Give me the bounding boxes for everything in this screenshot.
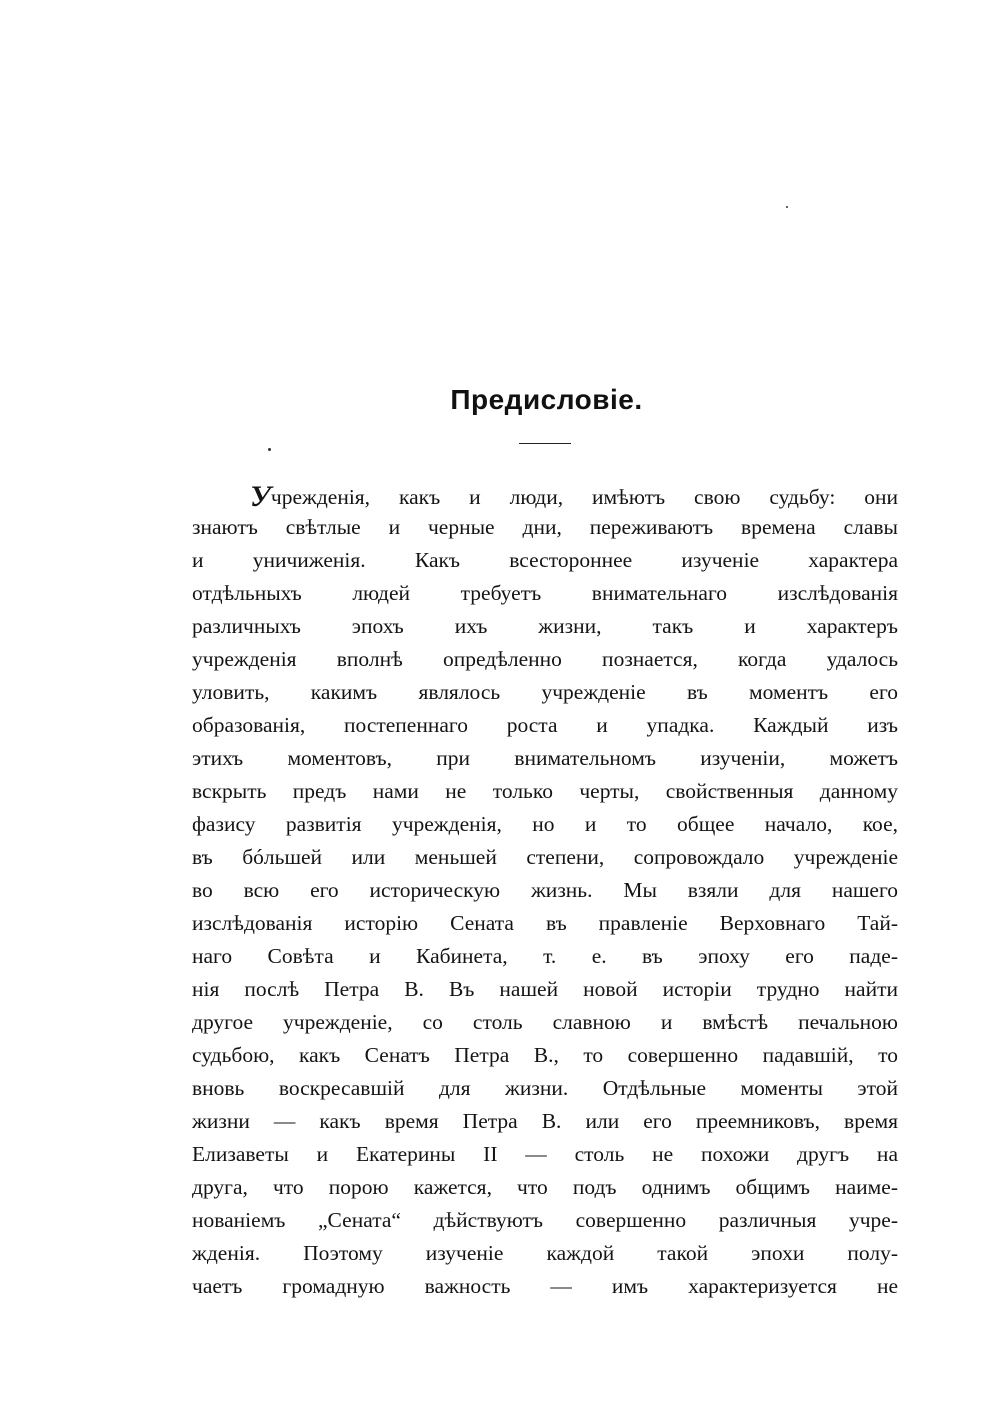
text-line: Елизаветы и Екатерины II — столь не похожи другъ на [192,1142,898,1166]
text-line: жизни — какъ время Петра В. или его преемниковъ, время [192,1109,898,1133]
text-line: другое учрежденіе, со столь славною и вмѣстѣ печальною [192,1010,898,1034]
text-line: уловить, какимъ являлось учрежденіе въ моментъ его [192,680,898,704]
text-line: нія послѣ Петра В. Въ нашей новой исторіи трудно найти [192,977,898,1001]
text-line: нованіемъ „Сената“ дѣйствуютъ совершенно различныя учре- [192,1208,898,1232]
text-line: наго Совѣта и Кабинета, т. е. въ эпоху его паде- [192,944,898,968]
text-line: и уничиженія. Какъ всестороннее изученіе характера [192,548,898,572]
text-line: судьбою, какъ Сенатъ Петра В., то совершенно падавшій, то [192,1043,898,1067]
text-line: различныхъ эпохъ ихъ жизни, такъ и характеръ [192,614,898,638]
text-line: фазису развитія учрежденія, но и то общее начало, кое, [192,812,898,836]
text-line: вновь воскресавшій для жизни. Отдѣльные моменты этой [192,1076,898,1100]
text-line: образованія, постепеннаго роста и упадка. Каждый изъ [192,713,898,737]
page-title: Предисловіе. [450,384,643,415]
text-line: знаютъ свѣтлые и черные дни, переживаютъ времена славы [192,515,898,539]
text-line: вскрыть предъ нами не только черты, свойственныя данному [192,779,898,803]
print-speck [268,448,271,451]
text-line: учрежденія вполнѣ опредѣленно познается, когда удалось [192,647,898,671]
initial-letter: У [250,480,271,511]
text-line: друга, что порою кажется, что подъ однимъ общимъ наиме- [192,1175,898,1199]
text-line: во всю его историческую жизнь. Мы взяли для нашего [192,878,898,902]
text-line: отдѣльныхъ людей требуетъ внимательнаго изслѣдованія [192,581,898,605]
text-line: въ бóльшей или меньшей степени, сопровождало учрежденіе [192,845,898,869]
text-line: Учрежденія, какъ и люди, имѣютъ свою судьбу: они [250,480,898,511]
text-line: изслѣдованія исторію Сената въ правленіе Верховнаго Тай- [192,911,898,935]
text-line: чаетъ громадную важность — имъ характеризуется не [192,1274,898,1298]
print-speck [786,206,788,208]
text-line: этихъ моментовъ, при внимательномъ изученіи, можетъ [192,746,898,770]
text-line: жденія. Поэтому изученіе каждой такой эпохи полу- [192,1241,898,1265]
title-rule [519,443,571,444]
